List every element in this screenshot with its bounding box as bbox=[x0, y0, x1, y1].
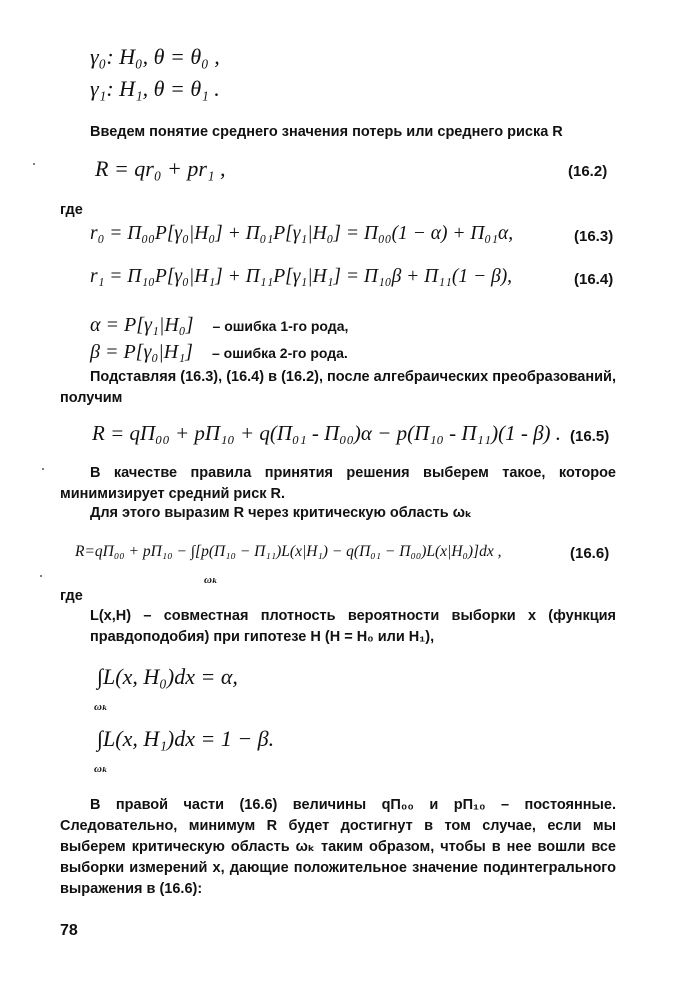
scan-speck bbox=[42, 468, 44, 470]
beta-note: – ошибка 2-го рода. bbox=[211, 345, 348, 361]
equation-16-3: r₀ = Π₀₀P[γ₀|H₀] + Π₀₁P[γ₁|H₀] = Π₀₀(1 − α) + Π₀₁α, bbox=[90, 223, 514, 244]
equation-number-16-5: (16.5) bbox=[570, 428, 610, 445]
page-number: 78 bbox=[60, 922, 78, 939]
where-label-1: где bbox=[60, 202, 83, 218]
equation-number-16-2: (16.2) bbox=[568, 163, 608, 180]
beta-definition bbox=[90, 342, 348, 362]
integral-2-subscript: ωₖ bbox=[94, 763, 108, 775]
hypothesis-0: γ₀: H₀, θ = θ₀ , bbox=[90, 44, 220, 69]
scan-speck bbox=[40, 575, 42, 577]
paragraph-substitute: Подставляя (16.3), (16.4) в (16.2), после алгебраических преобразований, получим bbox=[60, 369, 616, 406]
equation-number-16-3: (16.3) bbox=[574, 228, 614, 245]
paragraph-express: Для этого выразим R через критическую область ωₖ bbox=[90, 505, 473, 521]
equation-number-16-6: (16.6) bbox=[570, 545, 610, 562]
paragraph-right-part: В правой части (16.6) величины qΠ₀₀ и pΠ₁₀ – постоянные. Следовательно, минимум R будет достигнут в том случае, если мы выберем критическую область ωₖ таким образом, чтобы в нее вошли все выборки измерений x, дающие положительное значение подинтегрального выражения в (16.6): bbox=[60, 797, 616, 897]
paragraph-rule: В качестве правила принятия решения выберем такое, которое минимизирует средний риск R. bbox=[60, 465, 616, 502]
alpha-note: – ошибка 1-го рода, bbox=[212, 318, 349, 334]
integral-2: ∫L(x, H₁)dx = 1 − β. bbox=[97, 726, 275, 751]
equation-16-5: R = qΠ₀₀ + pΠ₁₀ + q(Π₀₁ - Π₀₀)α − p(Π₁₀ - Π₁₁)(1 - β) . bbox=[92, 421, 562, 445]
scan-speck bbox=[33, 163, 35, 165]
paragraph-likelihood: L(x,H) – совместная плотность вероятности выборки x (функция правдоподобия) при гипотезе H (H = H₀ или H₁), bbox=[90, 608, 616, 645]
hypothesis-1: γ₁: H₁, θ = θ₁ . bbox=[90, 76, 220, 101]
equation-16-2: R = qr₀ + pr₁ , bbox=[95, 156, 226, 181]
beta-formula: β = P[γ₀|H₁] bbox=[90, 341, 193, 363]
integral-1-subscript: ωₖ bbox=[94, 701, 108, 713]
where-label-2: где bbox=[60, 588, 83, 604]
equation-16-6-subscript: ωₖ bbox=[204, 574, 218, 586]
intro-line: Введем понятие среднего значения потерь или среднего риска R bbox=[90, 124, 563, 140]
equation-16-4: r₁ = Π₁₀P[γ₀|H₁] + Π₁₁P[γ₁|H₁] = Π₁₀β + Π₁₁(1 − β), bbox=[90, 266, 513, 287]
equation-16-6: R=qΠ₀₀ + pΠ₁₀ − ∫[p(Π₁₀ − Π₁₁)L(x|H₁) − q(Π₀₁ − Π₀₀)L(x|H₀)]dx , bbox=[75, 543, 502, 560]
equation-number-16-4: (16.4) bbox=[574, 271, 614, 288]
alpha-definition bbox=[90, 315, 348, 335]
integral-1: ∫L(x, H₀)dx = α, bbox=[97, 664, 238, 689]
alpha-formula: α = P[γ₁|H₀] bbox=[90, 314, 194, 336]
